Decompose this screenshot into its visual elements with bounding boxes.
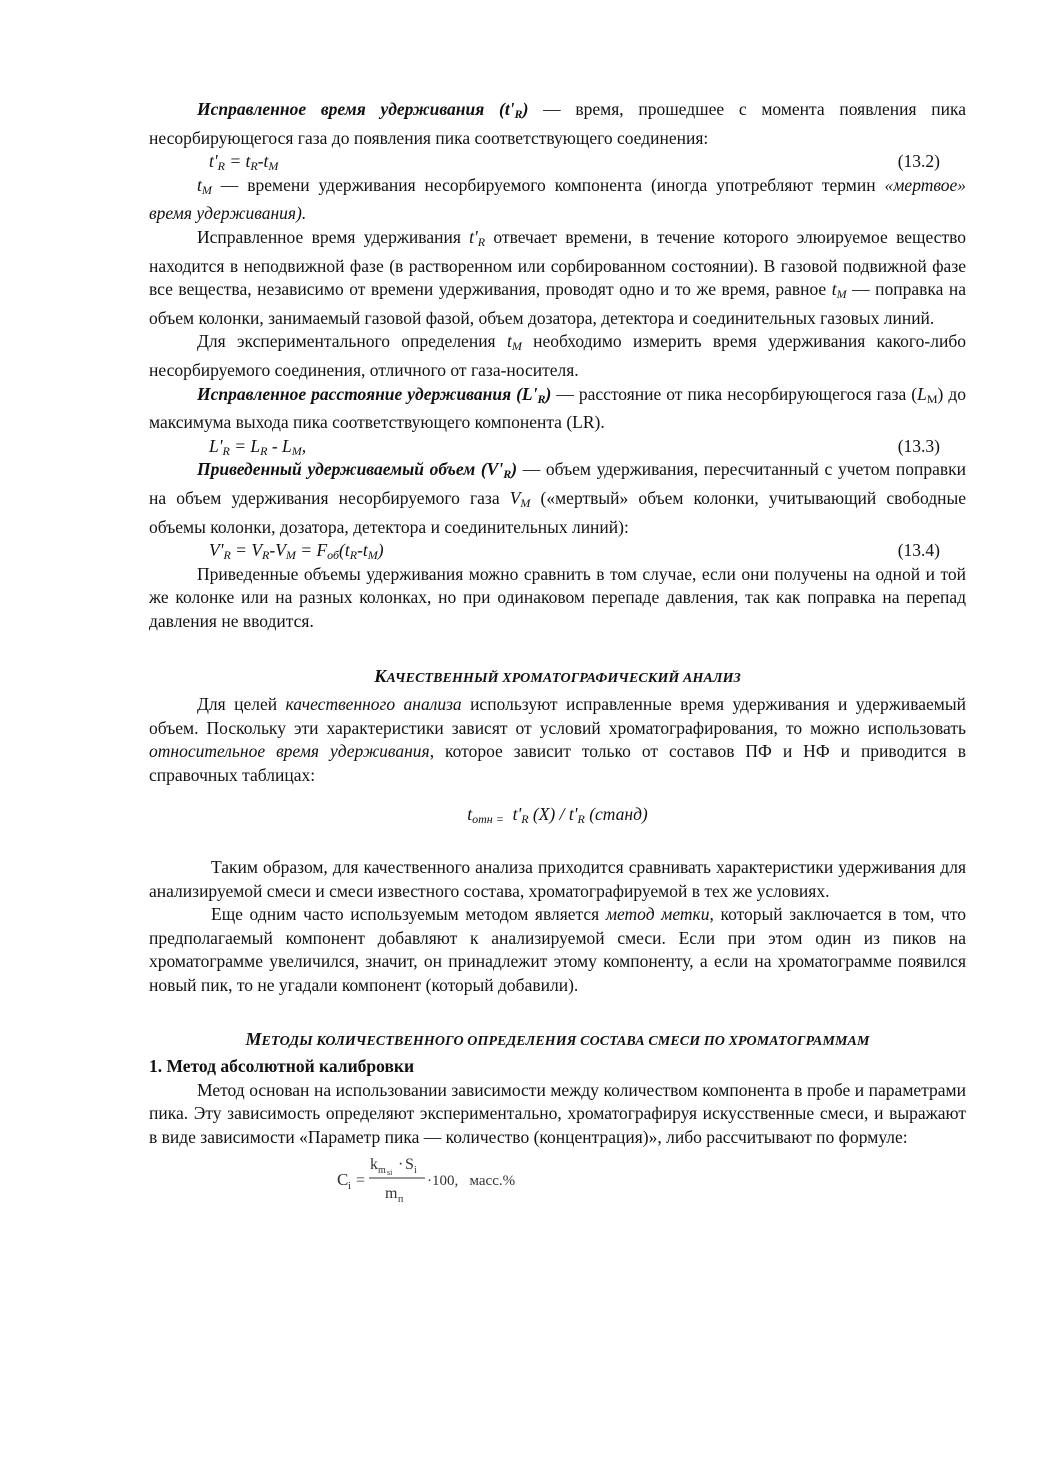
formula-13-3: $L'_R = L_R - L_M$, (13.3) bbox=[209, 435, 940, 458]
equation-number: (13.2) bbox=[897, 151, 940, 172]
svg-text:si: si bbox=[387, 1167, 393, 1177]
paragraph-spike-method: Еще одним часто используемым методом является метод метки, который заключается в том, что предполагаемый компонент добавляют к анализируемой смеси. Если при этом один из пиков на хроматограмме увеличился, значит, он принадлежит этому компоненту, а если на хроматограмме появился новый пик, то не угадали компонент (который добавили). bbox=[149, 904, 966, 995]
svg-text:·100, масс.%: ·100, масс.% bbox=[427, 1172, 516, 1189]
equation-number: (13.4) bbox=[897, 540, 940, 561]
svg-text:m: m bbox=[385, 1184, 398, 1202]
document-page bbox=[149, 98, 966, 1216]
equation-number: (13.3) bbox=[897, 435, 940, 456]
paragraph-corrected-distance: Исправленное расстояние удерживания $(L'_R)$ — расстояние от пика несорбирующегося газа $(L_M)$ до максимума выхода пика соответствующего компонента (LR). bbox=[149, 383, 966, 433]
concentration-formula-graphic bbox=[337, 1152, 597, 1210]
formula-13-4: $V'_R = V_R-V_M = F_{об}(t_R-t_M)$ (13.4) bbox=[209, 540, 940, 563]
paragraph-tm-definition: $t_M$ — времени удерживания несорбируемого компонента (иногда употребляют термин «мертвое» время удерживания). bbox=[149, 174, 966, 224]
term-corrected-retention-time: Исправленное время удерживания $(t'_R)$ bbox=[197, 99, 529, 121]
paragraph-reduced-volumes-compare: Приведенные объемы удерживания можно сравнить в том случае, если они получены на одной и той же колонке или на разных колонках, но при одинаковом перепаде давления, так как поправка на перепад давления не вводится. bbox=[149, 563, 966, 631]
svg-text:i: i bbox=[414, 1164, 417, 1176]
heading-quantitative-methods: МЕТОДЫ КОЛИЧЕСТВЕННОГО ОПРЕДЕЛЕНИЯ СОСТАВА СМЕСИ ПО ХРОМАТОГРАММАМ bbox=[245, 1028, 870, 1049]
formula-relative-time: $t_{отн =}$ $t'_R$ $(X) / t'_R$ (станд) bbox=[467, 804, 648, 827]
paragraph-corrected-time-meaning: Исправленное время удерживания $t'_R$ отвечает времени, в течение которого элюируемое вещество находится в неподвижной фазе (в растворенном или сорбированном состоянии). В газовой подвижной фазе все вещества, независимо от времени удерживания, проводят одно и то же время, равное $t_M$ — поправка на объем колонки, занимаемый газовой фазой, объем дозатора, детектора и соединительных газовых линий. bbox=[149, 226, 966, 328]
svg-text:п: п bbox=[398, 1193, 404, 1205]
svg-text:m: m bbox=[378, 1164, 386, 1176]
svg-text:S: S bbox=[405, 1155, 414, 1173]
paragraph-comparison: Таким образом, для качественного анализа приходится сравнивать характеристики удерживания для анализируемой смеси и смеси известного состава, хроматографируемой в тех же условиях. bbox=[149, 857, 966, 901]
formula-concentration bbox=[337, 1152, 966, 1217]
heading-qualitative-analysis: КАЧЕСТВЕННЫЙ ХРОМАТОГРАФИЧЕСКИЙ АНАЛИЗ bbox=[374, 666, 741, 687]
paragraph-absolute-calibration: Метод основан на использовании зависимости между количеством компонента в пробе и параметрами пика. Эту зависимость определяют экспериментально, хроматографируя искусственные смеси, и выражают в виде зависимости «Параметр пика — количество (концентрация)», либо рассчитывают по формуле: bbox=[149, 1079, 966, 1147]
svg-text:·: · bbox=[398, 1155, 404, 1173]
svg-text:i: i bbox=[348, 1179, 352, 1192]
formula-13-2: $t'_R = t_R-t_M$ (13.2) bbox=[209, 151, 940, 174]
paragraph-experimental-tm: Для экспериментального определения $t_M$ необходимо измерить время удерживания какого-либо несорбируемого соединения, отличного от газа-носителя. bbox=[149, 331, 967, 380]
paragraph-reduced-volume: Приведенный удерживаемый объем $(V'_R)$ — объем удерживания, пересчитанный с учетом поправки на объем удерживания несорбируемого газа $V_M$ («мертвый» объем колонки, учитывающий свободные объемы колонки, дозатора, детектора и соединительных линий): bbox=[149, 459, 966, 537]
svg-text:k: k bbox=[370, 1155, 378, 1173]
paragraph-corrected-retention-time: Исправленное время удерживания $(t'_R)$ — время, прошедшее с момента появления пика несорбирующегося газа до появления пика соответствующего соединения: bbox=[149, 99, 966, 148]
paragraph-qualitative-analysis: Для целей качественного анализа используют исправленные время удерживания и удерживаемый объем. Поскольку эти характеристики зависят от условий хроматографирования, то можно использовать относительное время удерживания, которое зависит только от составов ПФ и НФ и приводится в справочных таблицах: bbox=[149, 694, 967, 785]
section-title-absolute-calibration: 1. Метод абсолютной калибровки bbox=[149, 1056, 415, 1077]
svg-text:C: C bbox=[337, 1169, 349, 1189]
svg-text:=: = bbox=[356, 1171, 366, 1189]
